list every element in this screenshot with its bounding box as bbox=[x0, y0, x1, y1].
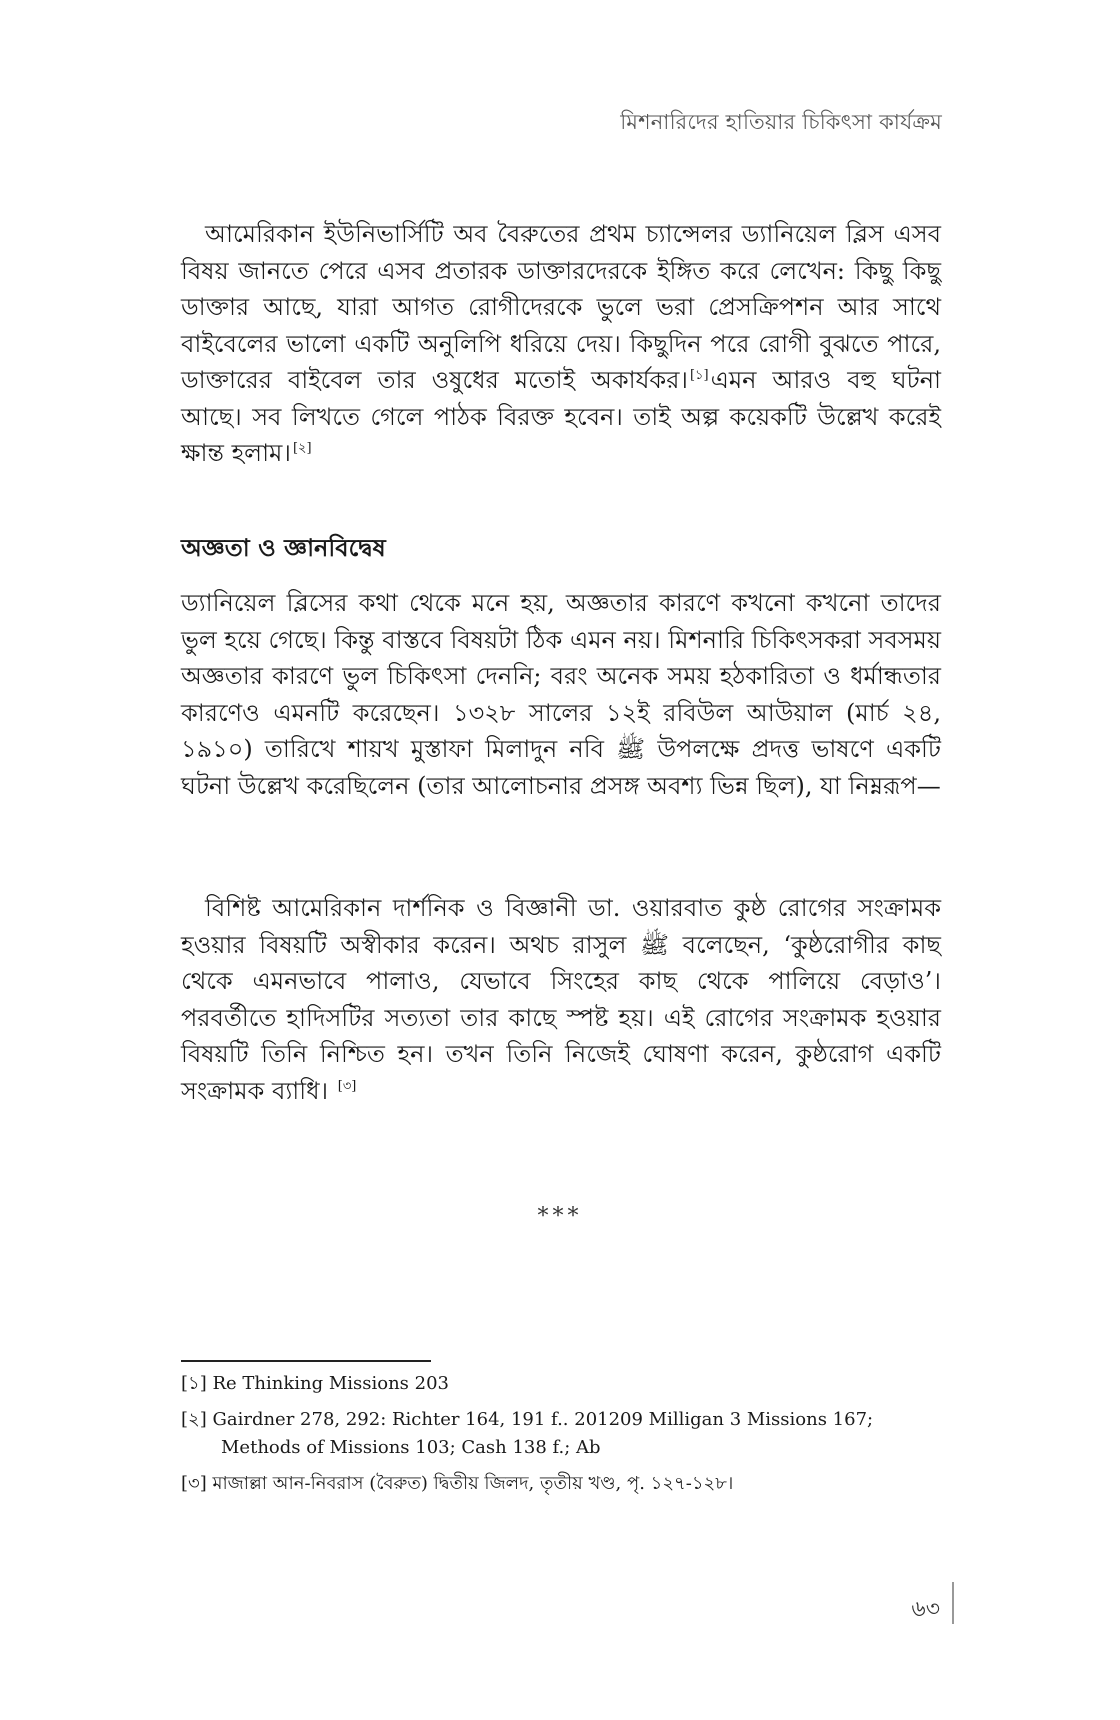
section-separator: *** bbox=[537, 1204, 583, 1229]
footnote-ref-1[interactable]: [১] bbox=[689, 368, 709, 383]
paragraph-2-text: ড্যানিয়েল ব্লিসের কথা থেকে মনে হয়, অজ্ঞতার কারণে কখনো কখনো তাদের ভুল হয়ে গেছে। কিন্তু বাস্তবে বিষয়টা ঠিক এমন নয়। মিশনারি চিকিৎসকরা সবসময় অজ্ঞতার কারণে ভুল চিকিৎসা দেননি; বরং অনেক সময় হঠকারিতা ও ধর্মান্ধতার কারণেও এমনটি করেছেন। ১৩২৮ সালের ১২ই রবিউল আউয়াল (মার্চ ২৪, ১৯১০) তারিখে শায়খ মুস্তাফা মিলাদুন নবি ﷺ উপলক্ষে প্রদত্ত ভাষণে একটি ঘটনা উল্লেখ করেছিলেন (তার আলোচনার প্রসঙ্গ অবশ্য ভিন্ন ছিল), যা নিম্নরূপ— bbox=[181, 589, 941, 800]
page-number: ৬৩ bbox=[911, 1597, 940, 1622]
footnote-2: [২] Gairdner 278, 292: Richter 164, 191 f.. 201209 Milligan 3 Missions 167; Methods of Missions 103; Cash 138 f.; Ab bbox=[181, 1409, 874, 1458]
paragraph-1-text: আমেরিকান ইউনিভার্সিটি অব বৈরুতের প্রথম চ্যান্সেলর ড্যানিয়েল ব্লিস এসব বিষয় জানতে পেরে এসব প্রতারক ডাক্তারদেরকে ইঙ্গিত করে লেখেন: কিছু কিছু ডাক্তার আছে, যারা আগত রোগীদেরকে ভুলে ভরা প্রেসক্রিপশন আর সাথে বাইবেলের ভালো একটি অনুলিপি ধরিয়ে দেয়। কিছুদিন পরে রোগী বুঝতে পারে, ডাক্তারের বাইবেল তার ওষুধের মতোই অকার্যকর। bbox=[181, 220, 941, 394]
paragraph-1-continuation: এমন আরও বহু ঘটনা আছে। সব লিখতে গেলে পাঠক বিরক্ত হবেন। তাই অল্প কয়েকটি উল্লেখ করেই ক্ষান্ত হলাম। bbox=[181, 366, 941, 467]
footnotes bbox=[181, 1370, 941, 1506]
footnote-3: [৩] মাজাল্লা আন-নিবরাস (বৈরুত) দ্বিতীয় জিলদ, তৃতীয় খণ্ড, পৃ. ১২৭-১২৮। bbox=[181, 1473, 734, 1494]
page-number-rule bbox=[952, 1582, 954, 1624]
paragraph-3-text: বিশিষ্ট আমেরিকান দার্শনিক ও বিজ্ঞানী ডা. ওয়ারবাত কুষ্ঠ রোগের সংক্রামক হওয়ার বিষয়টি অস্বীকার করেন। অথচ রাসুল ﷺ বলেছেন, ‘কুষ্ঠরোগীর কাছ থেকে এমনভাবে পালাও, যেভাবে সিংহের কাছ থেকে পালিয়ে বেড়াও’। পরবর্তীতে হাদিসটির সত্যতা তার কাছে স্পষ্ট হয়। এই রোগের সংক্রামক হওয়ার বিষয়টি তিনি নিশ্চিত হন। তখন তিনি নিজেই ঘোষণা করেন, কুষ্ঠরোগ একটি সংক্রামক ব্যাধি। bbox=[181, 894, 941, 1105]
body-paragraph-3 bbox=[181, 890, 941, 1109]
footnote-1: [১] Re Thinking Missions 203 bbox=[181, 1373, 449, 1394]
footnote-ref-2[interactable]: [২] bbox=[292, 441, 312, 456]
running-header-title: মিশনারিদের হাতিয়ার চিকিৎসা কার্যক্রম bbox=[620, 110, 942, 134]
footnote-divider bbox=[181, 1360, 431, 1362]
footnote-ref-3[interactable]: [৩] bbox=[337, 1078, 357, 1094]
section-heading: অজ্ঞতা ও জ্ঞানবিদ্বেষ bbox=[181, 533, 386, 562]
body-paragraph-2 bbox=[181, 585, 941, 804]
body-paragraph-1 bbox=[181, 216, 941, 472]
